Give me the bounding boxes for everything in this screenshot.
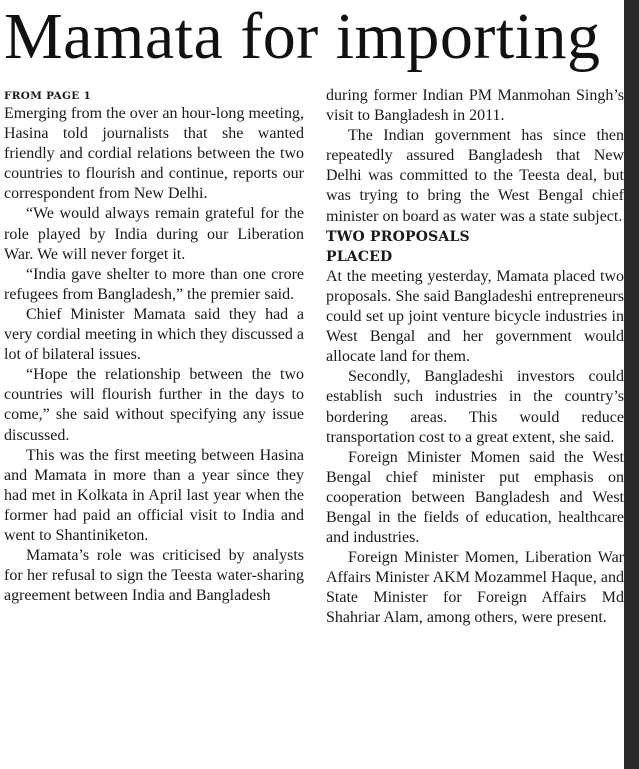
paragraph: Secondly, Bangladeshi investors could establish such industries in the country’s bordering areas. This would reduce transportation cost to a great extent, she said. <box>326 368 624 446</box>
paragraph: Foreign Minister Momen said the West Bengal chief minister put emphasis on cooperation between Bangladesh and West Bengal in the fields of education, healthcare and industries. <box>326 448 624 547</box>
left-column <box>4 88 304 606</box>
subhead-line-1: TWO PROPOSALS <box>326 228 470 245</box>
paragraph: The Indian government has since then repeatedly assured Bangladesh that New Delhi was committed to the Teesta deal, but was trying to bring the West Bengal chief minister on board as water was a state subject. <box>326 127 624 225</box>
paragraph: during former Indian PM Manmohan Singh’s visit to Bangladesh in 2011. <box>326 87 624 125</box>
subhead-line-2: PLACED <box>326 248 393 265</box>
paragraph: “India gave shelter to more than one crore refugees from Bangladesh,” the premier said. <box>4 265 304 303</box>
kicker: FROM PAGE 1 <box>4 90 92 102</box>
paragraph: Mamata’s role was criticised by analysts for her refusal to sign the Teesta water-sharing agreement between India and Bangladesh <box>4 547 304 605</box>
paragraph: At the meeting yesterday, Mamata placed two proposals. She said Bangladeshi entrepreneurs could set up joint venture bicycle industries in West Bengal and her government would allocate land for them. <box>326 267 624 366</box>
page-edge-bar <box>624 0 639 769</box>
paragraph: This was the first meeting between Hasina and Mamata in more than a year since they had met in Kolkata in April last year when the former had paid an official visit to India and went to Shantiniketon. <box>4 446 304 544</box>
headline: Mamata for importing <box>4 0 601 73</box>
paragraph: Chief Minister Mamata said they had a very cordial meeting in which they discussed a lot of bilateral issues. <box>4 305 304 364</box>
paragraph: “Hope the relationship between the two countries will flourish further in the days to come,” she said without specifying any issue discussed. <box>4 366 304 444</box>
paragraph: Emerging from the over an hour-long meeting, Hasina told journalists that she wanted friendly and cordial relations between the two countries to flourish and continue, reports our correspondent from New Delhi. <box>4 105 304 203</box>
paragraph: Foreign Minister Momen, Liberation War Affairs Minister AKM Mozammel Haque, and State Minister for Foreign Affairs Md Shahriar Alam, among others, were present. <box>326 549 624 627</box>
paragraph: “We would always remain grateful for the role played by India during our Liberation War. We will never forget it. <box>4 205 304 263</box>
right-column <box>326 86 624 629</box>
